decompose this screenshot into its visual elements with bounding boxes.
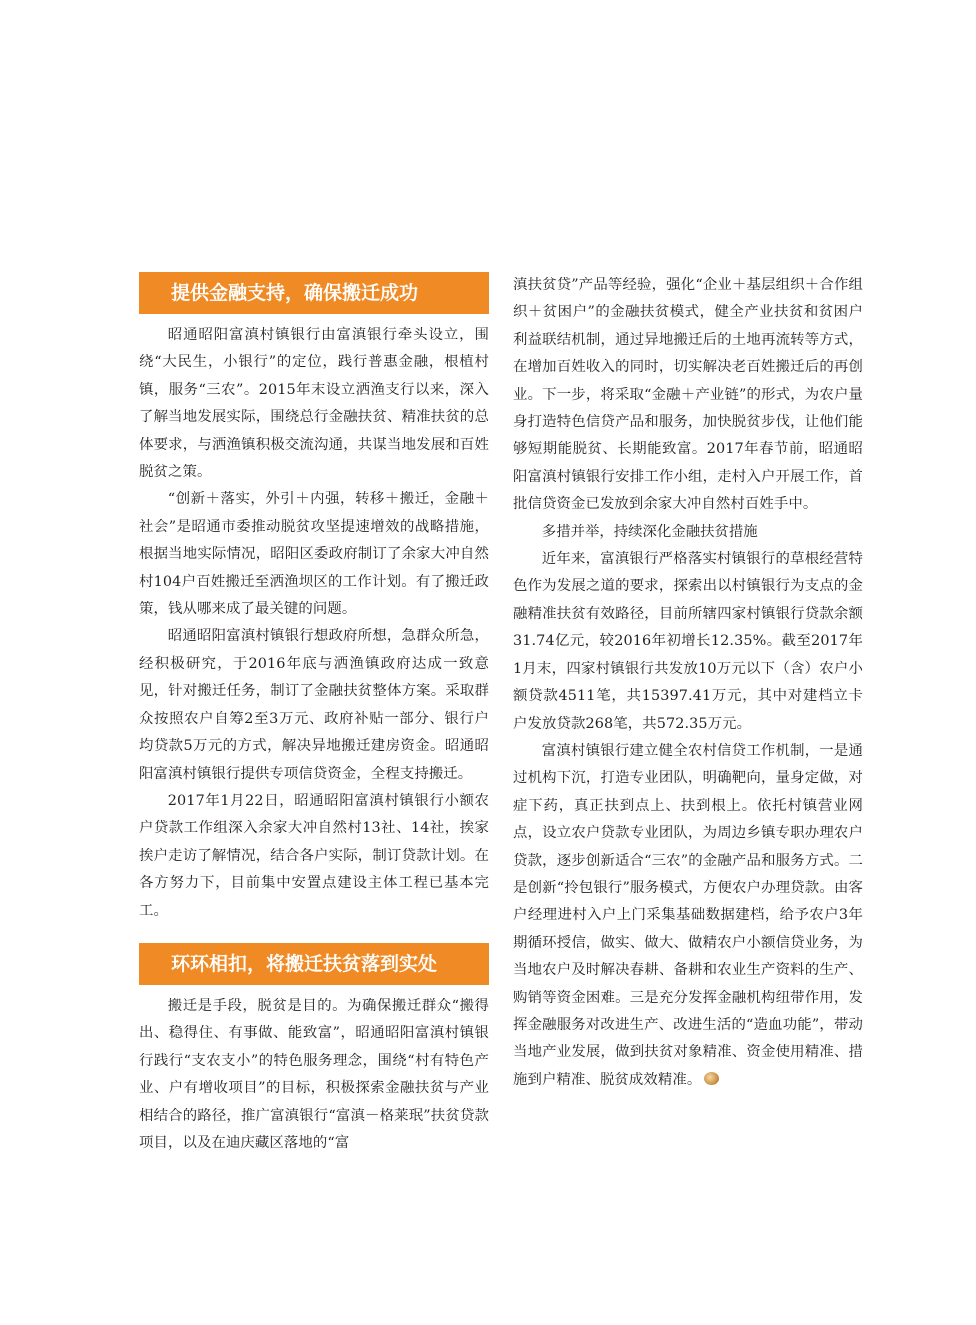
paragraph: 近年来，富滇银行严格落实村镇银行的草根经营特色作为发展之道的要求，探索出以村镇银行为支点的金融精准扶贫有效路径，目前所辖四家村镇银行贷款余额31.74亿元，较2016年初增长12.35%。截至2017年1月末，四家村镇银行共发放10万元以下（含）农户小额贷款4511笔，共15397.41万元，其中对建档立卡户发放贷款268笔，共572.35万元。 bbox=[513, 551, 863, 732]
section-heading-1: 提供金融支持，确保搬迁成功 bbox=[139, 272, 489, 314]
paragraph-text: 富滇村镇银行建立健全农村信贷工作机制，一是通过机构下沉，打造专业团队，明确靶向，量身定做，对症下药，真正扶到点上、扶到根上。依托村镇营业网点，设立农户贷款专业团队，为周边乡镇专职办理农户贷款，逐步创新适合“三农”的金融产品和服务方式。二是创新“拎包银行”服务模式，方便农户办理贷款。由客户经理进村入户上门采集基础数据建档，给予农户3年期循环授信，做实、做大、做精农户小额信贷业务，为当地农户及时解决春耕、备耕和农业生产资料的生产、购销等资金困难。三是充分发挥金融机构纽带作用，发挥金融服务对改进生产、改进生活的“造血功能”，带动当地产业发展，做到扶贫对象精准、资金使用精准、措施到户精准、脱贫成效精准。 bbox=[513, 742, 863, 1088]
paragraph-continued: 滇扶贫贷”产品等经验，强化“企业＋基层组织＋合作组织＋贫困户”的金融扶贫模式，健全产业扶贫和贫困户利益联结机制，通过异地搬迁后的土地再流转等方式，在增加百姓收入的同时，切实解决老百姓搬迁后的再创业。下一步，将采取“金融＋产业链”的形式，为农户量身打造特色信贷产品和服务，加快脱贫步伐，让他们能够短期能脱贫、长期能致富。2017年春节前，昭通昭阳富滇村镇银行安排工作小组，走村入户开展工作，首批信贷资金已发放到余家大冲自然村百姓手中。 bbox=[513, 277, 863, 513]
paragraph-final bbox=[513, 738, 863, 1094]
subheading: 多措并举，持续深化金融扶贫措施 bbox=[541, 523, 758, 540]
paragraph: 昭通昭阳富滇村镇银行由富滇银行牵头设立，围绕“大民生，小银行”的定位，践行普惠金融，根植村镇，服务“三农”。2015年末设立洒渔支行以来，深入了解当地发展实际，围绕总行金融扶贫、精准扶贫的总体要求，与洒渔镇积极交流沟通，共谋当地发展和百姓脱贫之策。 bbox=[139, 327, 489, 481]
paragraph: 搬迁是手段，脱贫是目的。为确保搬迁群众“搬得出、稳得住、有事做、能致富”，昭通昭阳富滇村镇银行践行“支农支小”的特色服务理念，围绕“村有特色产业、户有增收项目”的目标，积极探索金融扶贫与产业相结合的路径，推广富滇银行“富滇－格莱珉”扶贫贷款项目，以及在迪庆藏区落地的“富 bbox=[139, 997, 489, 1151]
right-column bbox=[513, 272, 863, 1094]
left-column bbox=[139, 272, 489, 1157]
paragraph: 2017年1月22日，昭通昭阳富滇村镇银行小额农户贷款工作组深入余家大冲自然村13社、14社，挨家挨户走访了解情况，结合各户实际，制订贷款计划。在各方努力下，目前集中安置点建设主体工程已基本完工。 bbox=[139, 792, 489, 919]
paragraph: 昭通昭阳富滇村镇银行想政府所想，急群众所急，经积极研究，于2016年底与洒渔镇政府达成一致意见，针对搬迁任务，制订了金融扶贫整体方案。采取群众按照农户自筹2至3万元、政府补贴一部分、银行户均贷款5万元的方式，解决异地搬迁建房资金。昭通昭阳富滇村镇银行提供专项信贷资金，全程支持搬迁。 bbox=[139, 628, 489, 782]
paragraph: “创新＋落实，外引＋内强，转移＋搬迁，金融＋社会”是昭通市委推动脱贫攻坚提速增效的战略措施，根据当地实际情况，昭阳区委政府制订了余家大冲自然村104户百姓搬迁至洒渔坝区的工作计划。有了搬迁政策，钱从哪来成了最关键的问题。 bbox=[139, 491, 489, 618]
section-heading-2: 环环相扣，将搬迁扶贫落到实处 bbox=[139, 943, 489, 985]
article-end-icon bbox=[704, 1072, 719, 1085]
